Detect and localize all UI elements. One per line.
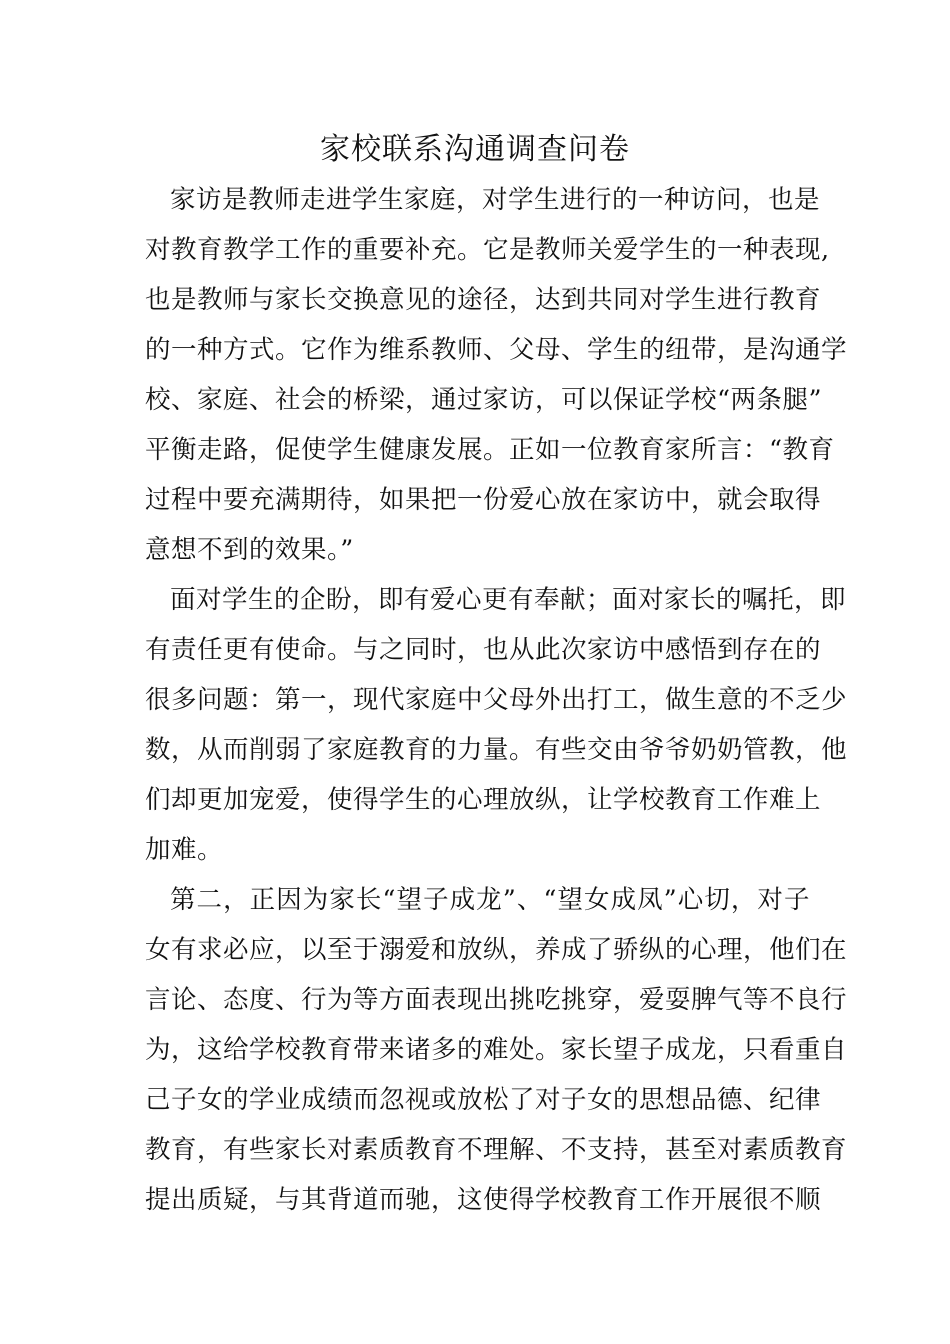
paragraph-2-line-1: 面对学生的企盼，即有爱心更有奉献；面对家长的嘱托，即: [170, 585, 847, 615]
paragraph-3-line-6: 教育，有些家长对素质教育不理解、不支持，甚至对素质教育: [145, 1135, 848, 1165]
paragraph-3-line-1: 第二，正因为家长“望子成龙”、“望女成凤”心切，对子: [170, 885, 810, 915]
paragraph-2-line-3: 很多问题：第一，现代家庭中父母外出打工，做生意的不乏少: [145, 685, 848, 715]
paragraph-2-line-4: 数，从而削弱了家庭教育的力量。有些交由爷爷奶奶管教，他: [145, 735, 848, 765]
paragraph-1-line-5: 校、家庭、社会的桥梁，通过家访，可以保证学校“两条腿”: [145, 385, 823, 415]
paragraph-1-line-3: 也是教师与家长交换意见的途径，达到共同对学生进行教育: [145, 285, 822, 315]
paragraph-1-line-4: 的一种方式。它作为维系教师、父母、学生的纽带，是沟通学: [145, 335, 848, 365]
paragraph-3-line-4: 为，这给学校教育带来诸多的难处。家长望子成龙，只看重自: [145, 1035, 848, 1065]
paragraph-2-line-2: 有责任更有使命。与之同时，也从此次家访中感悟到存在的: [145, 635, 822, 665]
paragraph-1-line-7: 过程中要充满期待，如果把一份爱心放在家访中，就会取得: [145, 485, 822, 515]
paragraph-1-line-2: 对教育教学工作的重要补充。它是教师关爱学生的一种表现,: [145, 235, 830, 265]
paragraph-2-line-5: 们却更加宠爱，使得学生的心理放纵，让学校教育工作难上: [145, 785, 822, 815]
paragraph-1-line-6: 平衡走路，促使学生健康发展。正如一位教育家所言：“教育: [145, 435, 835, 465]
document-title: 家校联系沟通调查问卷: [320, 132, 630, 167]
paragraph-3-line-2: 女有求必应，以至于溺爱和放纵，养成了骄纵的心理，他们在: [145, 935, 848, 965]
paragraph-2-line-6: 加难。: [145, 835, 224, 865]
paragraph-3-line-5: 己子女的学业成绩而忽视或放松了对子女的思想品德、纪律: [145, 1085, 822, 1115]
paragraph-1-line-8: 意想不到的效果。”: [145, 535, 354, 565]
paragraph-3-line-3: 言论、态度、行为等方面表现出挑吃挑穿，爱耍脾气等不良行: [145, 985, 848, 1015]
paragraph-3-line-7: 提出质疑，与其背道而驰，这使得学校教育工作开展很不顺: [145, 1185, 822, 1215]
paragraph-1-line-1: 家访是教师走进学生家庭，对学生进行的一种访问，也是: [170, 185, 821, 215]
